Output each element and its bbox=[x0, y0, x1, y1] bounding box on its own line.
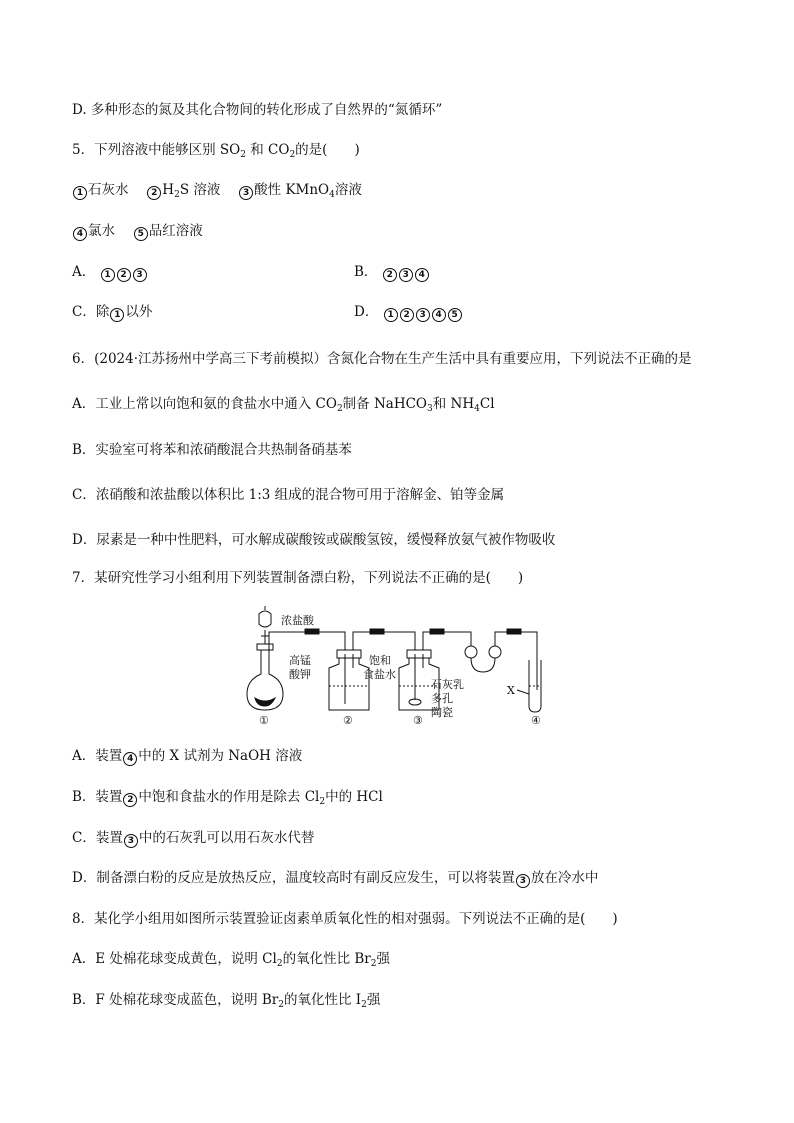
option-text: 和 NH bbox=[432, 396, 475, 412]
option-text: D．制备漂白粉的反应是放热反应，温度较高时有副反应发生，可以将装置 bbox=[72, 870, 515, 886]
option-text: 中的 HCl bbox=[325, 789, 383, 805]
option-text: 放在冷水中 bbox=[530, 870, 599, 886]
round-flask bbox=[247, 646, 283, 710]
q6-stem-text: 6．(2024·江苏扬州中学高三下考前模拟）含氮化合物在生产生活中具有重要应用，下列说法不正确的是 bbox=[72, 351, 692, 367]
q5-items-1 bbox=[72, 181, 362, 200]
label-sat-nacl: 食盐水 bbox=[363, 668, 396, 681]
q6-stem bbox=[72, 350, 692, 368]
q5-stem-text: 和 CO bbox=[250, 142, 290, 158]
bulb bbox=[489, 646, 501, 658]
item-text: 酸性 KMnO bbox=[254, 182, 330, 198]
label-apparatus-1: ① bbox=[259, 714, 269, 726]
q8-stem bbox=[72, 910, 618, 928]
option-letter: B． bbox=[354, 264, 378, 280]
circled-number: 1 bbox=[73, 186, 87, 200]
q5-stem-text: 的是( ) bbox=[295, 142, 360, 158]
subscript: 2 bbox=[361, 1000, 367, 1010]
q7-stem bbox=[72, 569, 523, 587]
subscript: 4 bbox=[329, 190, 335, 200]
circled-number: 2 bbox=[400, 308, 414, 322]
label-apparatus-3: ③ bbox=[413, 714, 423, 726]
stopper bbox=[407, 650, 431, 658]
label-lime-milk: 石灰乳 bbox=[431, 678, 464, 691]
subscript: 2 bbox=[240, 150, 246, 160]
label-sat-nacl: 饱和 bbox=[369, 654, 391, 667]
option-text: 中饱和食盐水的作用是除去 Cl bbox=[138, 789, 320, 805]
label-conc-hcl: 浓盐酸 bbox=[281, 614, 314, 627]
option-text: 的氧化性比 I bbox=[283, 992, 362, 1008]
item-text: 氯水 bbox=[88, 223, 129, 239]
q8-stem-text: 8．某化学小组用如图所示装置验证卤素单质氧化性的相对强弱。下列说法不正确的是( ) bbox=[72, 911, 618, 927]
q7-stem-text: 7．某研究性学习小组利用下列装置制备漂白粉，下列说法不正确的是( ) bbox=[72, 570, 524, 586]
circled-number: 4 bbox=[123, 752, 137, 766]
subscript: 2 bbox=[174, 190, 180, 200]
q5-items-2 bbox=[72, 222, 203, 241]
option-text: A．E 处棉花球变成黄色，说明 Cl bbox=[72, 951, 277, 967]
subscript: 2 bbox=[370, 959, 377, 969]
option-text: Cl bbox=[479, 396, 495, 412]
subscript: 4 bbox=[474, 404, 480, 414]
circled-number: 3 bbox=[124, 834, 138, 848]
circled-number: 4 bbox=[73, 227, 87, 241]
label-apparatus-4: ④ bbox=[531, 714, 541, 726]
rubber-joint bbox=[305, 629, 319, 634]
q7-option-c bbox=[72, 829, 314, 848]
q7-option-b bbox=[72, 788, 383, 807]
subscript: 2 bbox=[289, 150, 296, 160]
option-text: D．尿素是一种中性肥料，可水解成碳酸铵或碳酸氢铵，缓慢释放氨气被作物吸收 bbox=[72, 532, 556, 548]
subscript: 3 bbox=[427, 404, 433, 414]
item-text: 石灰水 bbox=[88, 182, 142, 198]
circled-number: 4 bbox=[432, 308, 446, 322]
separatory-funnel bbox=[259, 611, 271, 627]
tube-4 bbox=[495, 632, 537, 690]
subscript: 2 bbox=[276, 959, 283, 969]
q8-option-a bbox=[72, 950, 390, 968]
label-kmno4: 酸钾 bbox=[289, 668, 311, 681]
q5-stem bbox=[72, 141, 360, 159]
u-tube bbox=[471, 658, 495, 672]
label-porous-ceramic: 多孔 bbox=[431, 692, 453, 705]
circled-number: 2 bbox=[123, 793, 137, 807]
subscript: 2 bbox=[278, 1000, 284, 1010]
subscript: 2 bbox=[336, 404, 343, 414]
q4-option-d bbox=[72, 101, 442, 119]
option-text: 的氧化性比 Br bbox=[282, 951, 371, 967]
label-kmno4: 高锰 bbox=[289, 654, 311, 667]
circled-number: 2 bbox=[117, 268, 131, 282]
label-apparatus-2: ② bbox=[343, 714, 353, 726]
q5-option-a bbox=[72, 263, 148, 282]
q6-option-d bbox=[72, 531, 555, 549]
option-text: 中的 X 试剂为 NaOH 溶液 bbox=[138, 748, 303, 764]
rubber-joint bbox=[430, 629, 444, 634]
tube-2 bbox=[353, 632, 415, 654]
kmno4-solid bbox=[255, 698, 275, 706]
item-text: 品红溶液 bbox=[148, 223, 203, 239]
stopper bbox=[337, 650, 361, 658]
label-porous-ceramic: 陶瓷 bbox=[431, 706, 453, 719]
circled-number: 1 bbox=[384, 308, 398, 322]
q5-option-d bbox=[354, 303, 463, 322]
q6-option-c bbox=[72, 486, 504, 504]
option-letter: D． bbox=[354, 304, 379, 320]
q4-option-d-text: D. 多种形态的氮及其化合物间的转化形成了自然界的“氮循环” bbox=[72, 102, 443, 118]
circled-number: 5 bbox=[448, 308, 462, 322]
item-text: H bbox=[162, 182, 175, 198]
option-text: 强 bbox=[366, 992, 381, 1008]
option-text: B．F 处棉花球变成蓝色，说明 Br bbox=[72, 992, 279, 1008]
option-text: C．除 bbox=[72, 304, 110, 320]
option-text: 制备 NaHCO bbox=[342, 396, 427, 412]
q5-option-c bbox=[72, 303, 152, 322]
option-text: B．实验室可将苯和浓硝酸混合共热制备硝基苯 bbox=[72, 442, 352, 458]
circled-number: 3 bbox=[399, 268, 413, 282]
option-text: B．装置 bbox=[72, 789, 123, 805]
circled-number: 3 bbox=[516, 874, 530, 888]
label-reagent-x: X bbox=[507, 684, 515, 697]
q6-option-b bbox=[72, 441, 352, 459]
circled-number: 5 bbox=[134, 227, 148, 241]
item-text: S 溶液 bbox=[179, 182, 234, 198]
rubber-joint bbox=[370, 629, 384, 634]
option-text: C．装置 bbox=[72, 830, 123, 846]
circled-number: 3 bbox=[416, 308, 430, 322]
option-text: A．工业上常以向饱和氨的食盐水中通入 CO bbox=[72, 396, 337, 412]
option-text: 强 bbox=[376, 951, 390, 967]
q6-option-a bbox=[72, 395, 495, 413]
apparatus-figure bbox=[245, 606, 555, 726]
circled-number: 1 bbox=[110, 308, 124, 322]
circled-number: 4 bbox=[415, 268, 429, 282]
option-text: 中的石灰乳可以用石灰水代替 bbox=[138, 830, 315, 846]
option-text: 以外 bbox=[125, 304, 153, 320]
subscript: 2 bbox=[319, 797, 326, 807]
circled-number: 3 bbox=[239, 186, 253, 200]
q7-option-a bbox=[72, 747, 302, 766]
q5-stem-text: 5．下列溶液中能够区别 SO bbox=[72, 142, 241, 158]
q7-option-d bbox=[72, 869, 598, 888]
circled-number: 3 bbox=[133, 268, 147, 282]
q8-option-b bbox=[72, 991, 380, 1009]
bulb bbox=[465, 646, 477, 658]
wash-bottle bbox=[329, 658, 369, 710]
circled-number: 2 bbox=[383, 268, 397, 282]
circled-number: 1 bbox=[101, 268, 115, 282]
item-text: 溶液 bbox=[334, 182, 362, 198]
circled-number: 2 bbox=[147, 186, 161, 200]
option-text: A．装置 bbox=[72, 748, 123, 764]
tube-1 bbox=[269, 632, 345, 654]
option-letter: A． bbox=[72, 264, 96, 280]
option-text: C．浓硝酸和浓盐酸以体积比 1:3 组成的混合物可用于溶解金、铂等金属 bbox=[72, 487, 505, 503]
q5-option-b bbox=[354, 263, 430, 282]
